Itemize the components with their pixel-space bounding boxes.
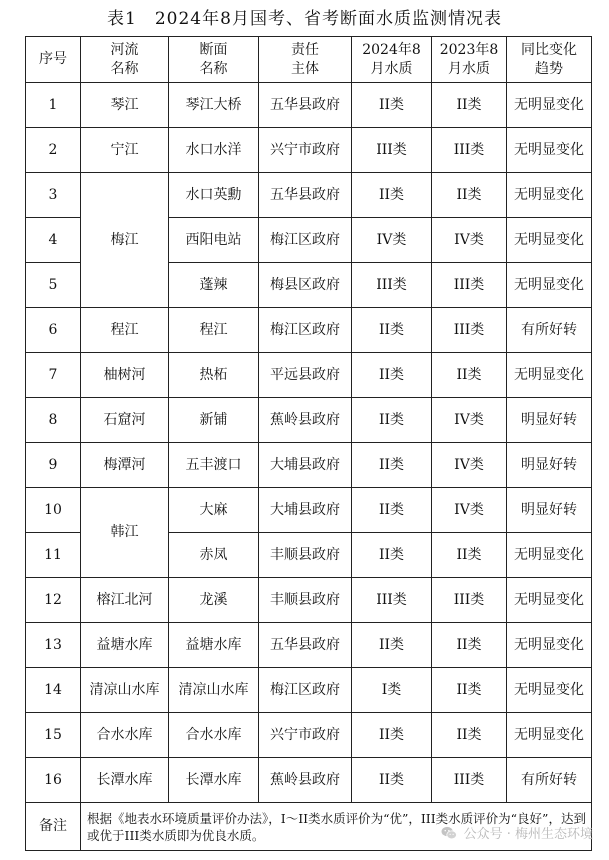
cell-trend: 无明显变化 — [507, 668, 592, 713]
cell-river: 清凉山水库 — [81, 668, 169, 713]
cell-quality-2023: III类 — [432, 263, 507, 308]
cell-river: 柚树河 — [81, 353, 169, 398]
cell-trend: 无明显变化 — [507, 263, 592, 308]
cell-quality-2024: I类 — [352, 668, 432, 713]
cell-section: 长潭水库 — [169, 758, 259, 803]
watermark — [440, 823, 593, 842]
cell-responsible: 大埔县政府 — [259, 443, 352, 488]
cell-responsible: 五华县政府 — [259, 83, 352, 128]
cell-no: 9 — [26, 443, 81, 488]
header-row — [26, 37, 592, 83]
cell-trend: 有所好转 — [507, 308, 592, 353]
table-row — [26, 578, 592, 623]
cell-trend: 明显好转 — [507, 488, 592, 533]
table-row — [26, 488, 592, 533]
cell-quality-2023: II类 — [432, 83, 507, 128]
cell-responsible: 梅江区政府 — [259, 218, 352, 263]
cell-quality-2024: II类 — [352, 443, 432, 488]
cell-river: 石窟河 — [81, 398, 169, 443]
cell-trend: 无明显变化 — [507, 218, 592, 263]
cell-river: 长潭水库 — [81, 758, 169, 803]
cell-trend: 无明显变化 — [507, 623, 592, 668]
cell-no: 3 — [26, 173, 81, 218]
cell-section: 大麻 — [169, 488, 259, 533]
cell-quality-2024: II类 — [352, 533, 432, 578]
cell-no: 7 — [26, 353, 81, 398]
cell-section: 五丰渡口 — [169, 443, 259, 488]
water-quality-table — [25, 36, 592, 851]
table-row — [26, 668, 592, 713]
cell-quality-2023: IV类 — [432, 488, 507, 533]
cell-trend: 无明显变化 — [507, 83, 592, 128]
cell-river: 梅江 — [81, 173, 169, 308]
cell-trend: 无明显变化 — [507, 128, 592, 173]
cell-responsible: 梅县区政府 — [259, 263, 352, 308]
cell-quality-2023: IV类 — [432, 218, 507, 263]
cell-section: 赤凤 — [169, 533, 259, 578]
cell-river: 琴江 — [81, 83, 169, 128]
watermark-text: 公众号 · 梅州生态环境 — [463, 827, 593, 842]
cell-quality-2023: II类 — [432, 623, 507, 668]
cell-responsible: 五华县政府 — [259, 173, 352, 218]
cell-quality-2024: II类 — [352, 353, 432, 398]
cell-quality-2024: II类 — [352, 713, 432, 758]
table-row — [26, 83, 592, 128]
header-quality-2023: 2023年8 月水质 — [432, 37, 507, 83]
cell-quality-2024: IV类 — [352, 218, 432, 263]
cell-quality-2023: II类 — [432, 173, 507, 218]
cell-river: 榕江北河 — [81, 578, 169, 623]
table-row — [26, 128, 592, 173]
cell-section: 水口英勳 — [169, 173, 259, 218]
cell-section: 琴江大桥 — [169, 83, 259, 128]
cell-section: 西阳电站 — [169, 218, 259, 263]
cell-no: 14 — [26, 668, 81, 713]
table-row — [26, 308, 592, 353]
cell-no: 4 — [26, 218, 81, 263]
header-quality-2024: 2024年8 月水质 — [352, 37, 432, 83]
cell-section: 热柘 — [169, 353, 259, 398]
cell-responsible: 兴宁市政府 — [259, 713, 352, 758]
table-row — [26, 623, 592, 668]
cell-section: 水口水洋 — [169, 128, 259, 173]
cell-trend: 明显好转 — [507, 398, 592, 443]
header-trend: 同比变化 趋势 — [507, 37, 592, 83]
cell-quality-2023: IV类 — [432, 443, 507, 488]
cell-quality-2024: II类 — [352, 488, 432, 533]
header-river: 河流 名称 — [81, 37, 169, 83]
cell-trend: 无明显变化 — [507, 713, 592, 758]
cell-quality-2023: III类 — [432, 308, 507, 353]
cell-quality-2023: III类 — [432, 758, 507, 803]
cell-trend: 有所好转 — [507, 758, 592, 803]
cell-trend: 无明显变化 — [507, 533, 592, 578]
table-row — [26, 398, 592, 443]
cell-trend: 无明显变化 — [507, 173, 592, 218]
cell-quality-2023: II类 — [432, 533, 507, 578]
cell-quality-2024: III类 — [352, 128, 432, 173]
cell-quality-2024: II类 — [352, 758, 432, 803]
cell-no: 12 — [26, 578, 81, 623]
note-label: 备注 — [26, 803, 81, 851]
cell-responsible: 梅江区政府 — [259, 668, 352, 713]
cell-quality-2024: II类 — [352, 83, 432, 128]
cell-quality-2023: II类 — [432, 668, 507, 713]
cell-section: 益塘水库 — [169, 623, 259, 668]
header-no: 序号 — [26, 37, 81, 83]
table-row — [26, 443, 592, 488]
cell-no: 15 — [26, 713, 81, 758]
cell-trend: 无明显变化 — [507, 353, 592, 398]
cell-river: 程江 — [81, 308, 169, 353]
cell-quality-2023: III类 — [432, 578, 507, 623]
cell-section: 程江 — [169, 308, 259, 353]
cell-no: 5 — [26, 263, 81, 308]
cell-trend: 无明显变化 — [507, 578, 592, 623]
cell-responsible: 梅江区政府 — [259, 308, 352, 353]
table-row — [26, 713, 592, 758]
cell-quality-2024: II类 — [352, 173, 432, 218]
cell-responsible: 蕉岭县政府 — [259, 758, 352, 803]
cell-responsible: 五华县政府 — [259, 623, 352, 668]
header-section: 断面 名称 — [169, 37, 259, 83]
cell-section: 蓬辣 — [169, 263, 259, 308]
cell-responsible: 丰顺县政府 — [259, 533, 352, 578]
cell-quality-2023: III类 — [432, 128, 507, 173]
cell-quality-2024: III类 — [352, 263, 432, 308]
cell-quality-2023: II类 — [432, 713, 507, 758]
cell-river: 合水水库 — [81, 713, 169, 758]
table-row — [26, 173, 592, 218]
cell-river: 宁江 — [81, 128, 169, 173]
cell-no: 8 — [26, 398, 81, 443]
cell-responsible: 兴宁市政府 — [259, 128, 352, 173]
cell-no: 11 — [26, 533, 81, 578]
cell-no: 1 — [26, 83, 81, 128]
cell-quality-2024: II类 — [352, 308, 432, 353]
cell-no: 6 — [26, 308, 81, 353]
cell-responsible: 平远县政府 — [259, 353, 352, 398]
cell-quality-2024: II类 — [352, 398, 432, 443]
cell-quality-2023: II类 — [432, 353, 507, 398]
cell-no: 13 — [26, 623, 81, 668]
cell-section: 清凉山水库 — [169, 668, 259, 713]
cell-responsible: 蕉岭县政府 — [259, 398, 352, 443]
wechat-icon — [440, 824, 458, 842]
cell-responsible: 丰顺县政府 — [259, 578, 352, 623]
table-row — [26, 758, 592, 803]
cell-section: 龙溪 — [169, 578, 259, 623]
cell-responsible: 大埔县政府 — [259, 488, 352, 533]
cell-no: 16 — [26, 758, 81, 803]
cell-quality-2024: III类 — [352, 578, 432, 623]
cell-river: 梅潭河 — [81, 443, 169, 488]
cell-quality-2024: II类 — [352, 623, 432, 668]
cell-river: 韩江 — [81, 488, 169, 578]
cell-no: 10 — [26, 488, 81, 533]
header-responsible: 责任 主体 — [259, 37, 352, 83]
cell-section: 合水水库 — [169, 713, 259, 758]
table-row — [26, 353, 592, 398]
note-text: 根据《地表水环境质量评价办法》，I～II类水质评价为“优”，III类水质评价为“良好”，达到或优于III类水质即为优良水质。 — [81, 803, 592, 851]
cell-trend: 明显好转 — [507, 443, 592, 488]
cell-section: 新铺 — [169, 398, 259, 443]
table-title: 表1 2024年8月国考、省考断面水质监测情况表 — [107, 9, 502, 29]
cell-river: 益塘水库 — [81, 623, 169, 668]
cell-quality-2023: IV类 — [432, 398, 507, 443]
cell-no: 2 — [26, 128, 81, 173]
